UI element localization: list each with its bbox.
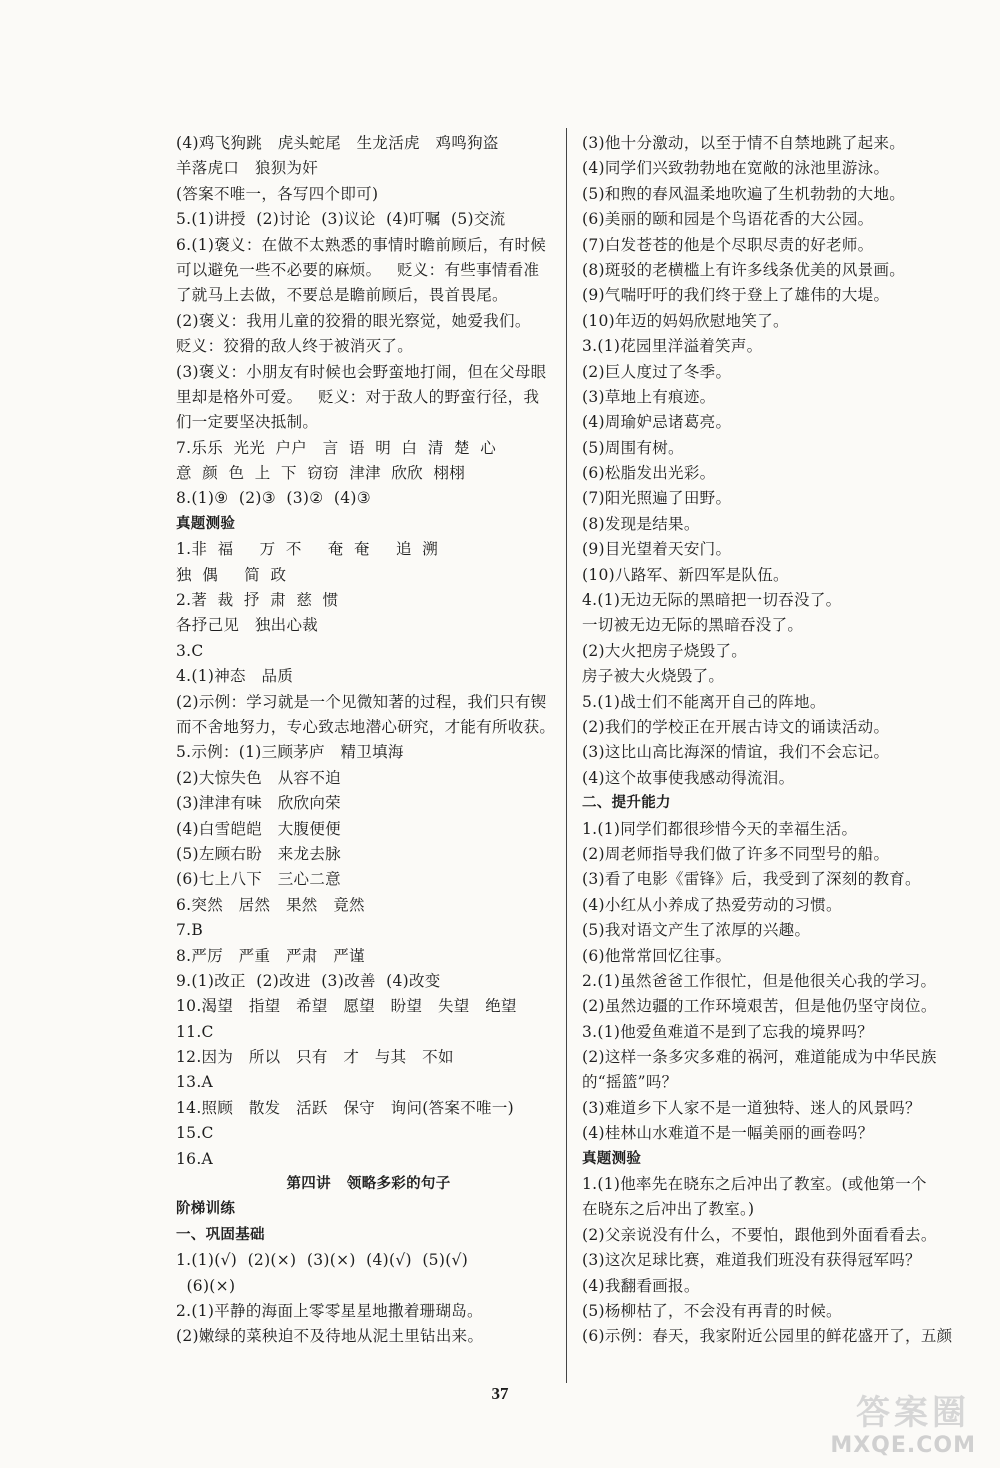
answer-line: 而不舍地努力，专心致志地潜心研究，才能有所收获。 (176, 717, 556, 736)
answer-line: (7)阳光照遍了田野。 (582, 489, 732, 508)
answer-line: (6)七上八下 三心二意 (176, 870, 341, 889)
answer-line: 羊落虎口 狼狈为奸 (176, 159, 319, 178)
answer-line: (3)津津有味 欣欣向荣 (176, 794, 341, 813)
section-heading: 二、提升能力 (582, 795, 671, 812)
answer-line: (6)(×) (176, 1276, 236, 1295)
answer-line: (2)我们的学校正在开展古诗文的诵读活动。 (582, 717, 890, 736)
answer-line: 在晓东之后冲出了教室。) (582, 1200, 755, 1219)
answer-line: 们一定要坚决抵制。 (176, 413, 319, 432)
answer-line: 15.C (176, 1124, 214, 1143)
answer-line: 各抒己见 独出心裁 (176, 616, 319, 635)
answer-line: 6.(1)褒义：在做不太熟悉的事情时瞻前顾后，有时候 (176, 235, 547, 254)
answer-line: (2)虽然边疆的工作环境艰苦，但是他仍坚守岗位。 (582, 997, 937, 1016)
answer-line: 10.渴望 指望 希望 愿望 盼望 失望 绝望 (176, 997, 517, 1016)
left-column (176, 131, 561, 1350)
watermark-site: MXQE.COM (830, 1433, 976, 1458)
answer-line: (6)美丽的颐和园是个鸟语花香的大公园。 (582, 210, 874, 229)
answer-line: (3)他十分激动，以至于情不自禁地跳了起来。 (582, 134, 906, 152)
answer-line: 7.B (176, 921, 204, 940)
answer-line: (4)小红从小养成了热爱劳动的习惯。 (582, 895, 842, 914)
answer-line: (2)周老师指导我们做了许多不同型号的船。 (582, 844, 890, 863)
answer-line: (3)看了电影《雷锋》后，我受到了深刻的教育。 (582, 870, 921, 889)
answer-line: (2)这样一条多灾多难的祸河，难道能成为中华民族 (582, 1048, 937, 1067)
answer-line: (答案不唯一，各写四个即可) (176, 184, 379, 203)
answer-line: (6)他常常回忆往事。 (582, 946, 732, 965)
watermark (790, 1394, 990, 1464)
answer-line: 9.(1)改正 (2)改进 (3)改善 (4)改变 (176, 971, 441, 990)
answer-line: (2)示例：学习就是一个见微知著的过程，我们只有锲 (176, 692, 547, 711)
answer-line: 13.A (176, 1073, 214, 1092)
section-heading: 真题测验 (582, 1150, 642, 1167)
answer-line: 8.(1)⑨ (2)③ (3)② (4)③ (176, 489, 371, 508)
answer-line: (2)大惊失色 从容不迫 (176, 768, 341, 787)
answer-line: (3)褒义：小朋友有时候也会野蛮地打闹，但在父母眼 (176, 362, 547, 381)
answer-line: 7.乐乐 光光 户户 言 语 明 白 清 楚 心 (176, 438, 497, 457)
answer-line: (5)左顾右盼 来龙去脉 (176, 844, 341, 863)
answer-line: 14.照顾 散发 活跃 保守 询问(答案不唯一) (176, 1098, 514, 1117)
answer-line: (2)褒义：我用儿童的狡猾的眼光察觉，她爱我们。 (176, 311, 531, 330)
answer-line: (4)我翻看画报。 (582, 1276, 700, 1295)
answer-line: 1.(1)他率先在晓东之后冲出了教室。(或他第一个 (582, 1175, 927, 1194)
answer-line: 一切被无边无际的黑暗吞没了。 (582, 616, 804, 635)
answer-line: 2.(1)平静的海面上零零星星地撒着珊瑚岛。 (176, 1301, 483, 1320)
answer-line: 3.(1)他爱鱼难道不是到了忘我的境界吗？ (582, 1022, 874, 1041)
answer-line: (9)气喘吁吁的我们终于登上了雄伟的大堤。 (582, 286, 890, 305)
answer-line: 4.(1)神态 品质 (176, 667, 294, 686)
answer-line: (4)白雪皑皑 大腹便便 (176, 819, 341, 838)
page-number: 37 (491, 1384, 509, 1403)
answer-line: (10)八路军、新四军是队伍。 (582, 565, 789, 584)
answer-line: (7)白发苍苍的他是个尽职尽责的好老师。 (582, 235, 874, 254)
answer-line: 里却是格外可爱。 贬义：对于敌人的野蛮行径，我 (176, 387, 540, 406)
answer-line: (4)周瑜妒忌诸葛亮。 (582, 413, 732, 432)
section-heading: 一、巩固基础 (176, 1226, 265, 1243)
section-heading: 阶梯训练 (176, 1201, 236, 1218)
answer-line: 12.因为 所以 只有 才 与其 不如 (176, 1048, 454, 1067)
answer-line: (5)周围有树。 (582, 438, 684, 457)
answer-line: 3.(1)花园里洋溢着笑声。 (582, 337, 763, 356)
answer-line: (3)这比山高比海深的情谊，我们不会忘记。 (582, 743, 890, 762)
answer-line: (3)这次足球比赛，难道我们班没有获得冠军吗？ (582, 1251, 921, 1270)
right-column (582, 131, 967, 1350)
answer-line: 3.C (176, 641, 204, 660)
answer-line: (2)大火把房子烧毁了。 (582, 641, 748, 660)
answer-line: 的“摇篮”吗？ (582, 1073, 678, 1092)
answer-line: 5.(1)战士们不能离开自己的阵地。 (582, 692, 826, 711)
answer-line: 可以避免一些不必要的麻烦。 贬义：有些事情看准 (176, 260, 540, 279)
answer-line: (4)鸡飞狗跳 虎头蛇尾 生龙活虎 鸡鸣狗盗 (176, 134, 499, 152)
answer-line: 1.非 福 万 不 奄 奄 追 溯 (176, 540, 439, 559)
answer-line: (5)和煦的春风温柔地吹遍了生机勃勃的大地。 (582, 184, 906, 203)
answer-line: 2.(1)虽然爸爸工作很忙，但是他很关心我的学习。 (582, 971, 937, 990)
answer-line: 5.示例：(1)三顾茅庐 精卫填海 (176, 743, 404, 762)
answer-line: 11.C (176, 1022, 214, 1041)
answer-line: 1.(1)同学们都很珍惜今天的幸福生活。 (582, 819, 858, 838)
answer-line: (2)巨人度过了冬季。 (582, 362, 732, 381)
answer-line: 房子被大火烧毁了。 (582, 667, 725, 686)
answer-line: 16.A (176, 1149, 214, 1168)
answer-line: 了就马上去做，不要总是瞻前顾后，畏首畏尾。 (176, 286, 508, 305)
answer-line: (6)示例：春天，我家附近公园里的鲜花盛开了，五颜 (582, 1327, 953, 1346)
column-divider (566, 128, 567, 1383)
answer-line: (2)父亲说没有什么，不要怕，跟他到外面看看去。 (582, 1225, 937, 1244)
answer-line: 贬义：狡猾的敌人终于被消灭了。 (176, 337, 414, 356)
watermark-logo: 答案圈 (856, 1393, 970, 1433)
answer-line: (8)发现是结果。 (582, 514, 700, 533)
answer-line: 意 颜 色 上 下 窃窃 津津 欣欣 栩栩 (176, 464, 466, 483)
answer-line: 1.(1)(√) (2)(×) (3)(×) (4)(√) (5)(√) (176, 1251, 469, 1270)
answer-line: (4)桂林山水难道不是一幅美丽的画卷吗？ (582, 1124, 874, 1143)
answer-line: 5.(1)讲授 (2)讨论 (3)议论 (4)叮嘱 (5)交流 (176, 210, 506, 229)
answer-line: 6.突然 居然 果然 竟然 (176, 895, 365, 914)
section-heading: 真题测验 (176, 515, 236, 532)
answer-line: (2)嫩绿的菜秧迫不及待地从泥土里钻出来。 (176, 1327, 484, 1346)
answer-line: (10)年迈的妈妈欣慰地笑了。 (582, 311, 789, 330)
section-heading: 第四讲 领略多彩的句子 (286, 1176, 451, 1193)
answer-line: (5)杨柳枯了，不会没有再青的时候。 (582, 1301, 842, 1320)
answer-line: (3)草地上有痕迹。 (582, 387, 716, 406)
answer-line: 2.著 裁 抒 肃 慈 惯 (176, 591, 339, 610)
answer-line: (9)目光望着天安门。 (582, 540, 732, 559)
answer-line: 独 偶 简 政 (176, 565, 287, 584)
answer-line: (4)同学们兴致勃勃地在宽敞的泳池里游泳。 (582, 159, 890, 178)
answer-line: (4)这个故事使我感动得流泪。 (582, 768, 795, 787)
answer-line: 4.(1)无边无际的黑暗把一切吞没了。 (582, 591, 842, 610)
answer-line: (6)松脂发出光彩。 (582, 464, 716, 483)
answer-line: (3)难道乡下人家不是一道独特、迷人的风景吗？ (582, 1098, 921, 1117)
answer-line: (8)斑驳的老横槛上有许多线条优美的风景画。 (582, 260, 906, 279)
answer-line: (5)我对语文产生了浓厚的兴趣。 (582, 921, 811, 940)
answer-line: 8.严厉 严重 严肃 严谨 (176, 946, 365, 965)
